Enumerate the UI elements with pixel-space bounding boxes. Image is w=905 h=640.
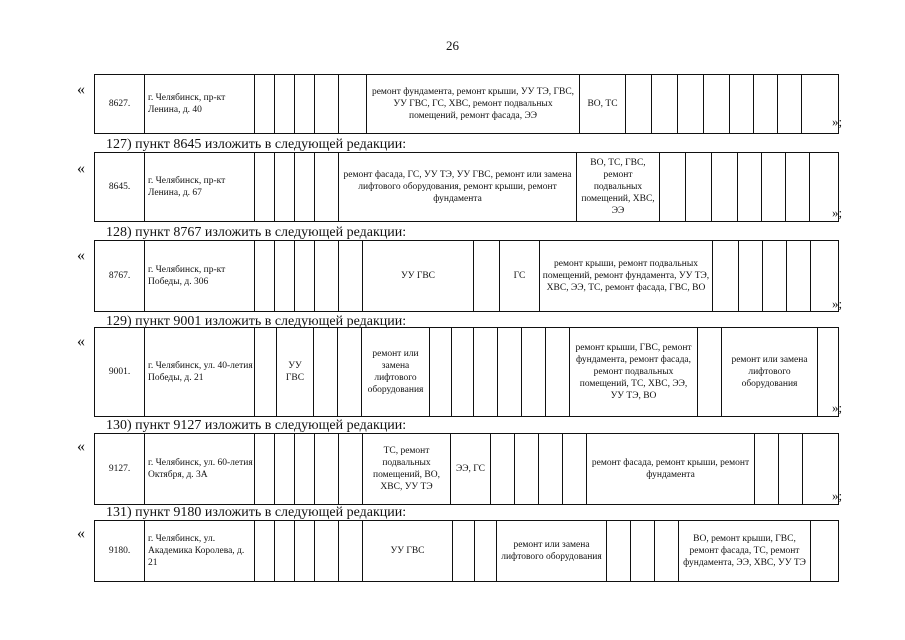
work-cell: УУ ГВС bbox=[362, 521, 452, 581]
empty-cell bbox=[625, 75, 651, 133]
empty-cell bbox=[337, 328, 361, 416]
work-cell: ремонт фасада, ГС, УУ ТЭ, УУ ГВС, ремонт или замена лифтового оборудования, ремонт крыши, ремонт фундамента bbox=[338, 153, 576, 221]
work-cell: ремонт фундамента, ремонт крыши, УУ ТЭ, ГВС, УУ ГВС, ГС, ХВС, ремонт подвальных помещений, ремонт фасада, ЭЭ bbox=[366, 75, 579, 133]
empty-cell bbox=[294, 521, 314, 581]
empty-cell bbox=[677, 75, 703, 133]
quote-open: « bbox=[77, 333, 85, 350]
section-heading: 130) пункт 9127 изложить в следующей редакции: bbox=[106, 418, 407, 433]
row-address: г. Челябинск, пр-кт Ленина, д. 67 bbox=[144, 153, 254, 221]
empty-cell bbox=[274, 75, 294, 133]
empty-cell bbox=[274, 153, 294, 221]
empty-cell bbox=[473, 241, 499, 311]
empty-cell bbox=[254, 153, 274, 221]
empty-cell bbox=[786, 241, 810, 311]
work-cell: ремонт крыши, ремонт подвальных помещений, ремонт фундамента, УУ ТЭ, ХВС, ЭЭ, ТС, ремонт фасада, ГВС, ВО bbox=[539, 241, 712, 311]
row-address: г. Челябинск, ул. Академика Королева, д. 21 bbox=[144, 521, 254, 581]
empty-cell bbox=[254, 434, 274, 504]
empty-cell bbox=[651, 75, 677, 133]
empty-cell bbox=[254, 75, 274, 133]
empty-cell bbox=[737, 153, 761, 221]
table-row bbox=[94, 240, 839, 312]
empty-cell bbox=[474, 521, 496, 581]
empty-cell bbox=[473, 328, 497, 416]
empty-cell bbox=[338, 75, 366, 133]
row-address: г. Челябинск, пр-кт Ленина, д. 40 bbox=[144, 75, 254, 133]
work-cell: ремонт крыши, ГВС, ремонт фундамента, ремонт фасада, ремонт подвальных помещений, ТС, ХВС, ЭЭ, УУ ТЭ, ВО bbox=[569, 328, 697, 416]
work-cell: ремонт или замена лифтового оборудования bbox=[361, 328, 429, 416]
empty-cell bbox=[429, 328, 451, 416]
quote-open: « bbox=[77, 438, 85, 455]
empty-cell bbox=[654, 521, 678, 581]
work-cell: ремонт или замена лифтового оборудования bbox=[496, 521, 606, 581]
work-cell: ВО, ремонт крыши, ГВС, ремонт фасада, ТС, ремонт фундамента, ЭЭ, ХВС, УУ ТЭ bbox=[678, 521, 810, 581]
empty-cell bbox=[761, 153, 785, 221]
empty-cell bbox=[314, 434, 338, 504]
empty-cell bbox=[294, 434, 314, 504]
section-heading: 128) пункт 8767 изложить в следующей редакции: bbox=[106, 225, 407, 240]
section-heading: 131) пункт 9180 изложить в следующей редакции: bbox=[106, 505, 407, 520]
row-number: 9001. bbox=[108, 367, 131, 377]
empty-cell bbox=[274, 241, 294, 311]
page-number: 26 bbox=[446, 38, 459, 53]
empty-cell bbox=[753, 75, 777, 133]
empty-cell bbox=[294, 241, 314, 311]
empty-cell bbox=[314, 521, 338, 581]
row-address: г. Челябинск, ул. 60-летия Октября, д. 3А bbox=[144, 434, 254, 504]
section-heading: 129) пункт 9001 изложить в следующей редакции: bbox=[106, 314, 407, 329]
empty-cell bbox=[254, 241, 274, 311]
quote-open: « bbox=[77, 160, 85, 177]
work-cell: ТС, ремонт подвальных помещений, ВО, ХВС, УУ ТЭ bbox=[362, 434, 450, 504]
empty-cell bbox=[810, 521, 838, 581]
empty-cell bbox=[703, 75, 729, 133]
quote-open: « bbox=[77, 81, 85, 98]
empty-cell bbox=[490, 434, 514, 504]
work-cell: УУ ГВС bbox=[362, 241, 473, 311]
empty-cell bbox=[729, 75, 753, 133]
empty-cell bbox=[785, 153, 809, 221]
empty-cell bbox=[314, 75, 338, 133]
row-number: 8645. bbox=[108, 182, 131, 192]
empty-cell bbox=[294, 75, 314, 133]
empty-cell bbox=[274, 434, 294, 504]
empty-cell bbox=[497, 328, 521, 416]
row-number: 9180. bbox=[108, 546, 131, 556]
table-row bbox=[94, 74, 839, 134]
table-row bbox=[94, 433, 839, 505]
empty-cell bbox=[685, 153, 711, 221]
row-address: г. Челябинск, пр-кт Победы, д. 306 bbox=[144, 241, 254, 311]
empty-cell bbox=[697, 328, 721, 416]
empty-cell bbox=[711, 153, 737, 221]
empty-cell bbox=[313, 328, 337, 416]
empty-cell bbox=[294, 153, 314, 221]
empty-cell bbox=[254, 521, 274, 581]
row-number: 8767. bbox=[108, 271, 131, 281]
quote-close: »; bbox=[832, 488, 843, 503]
empty-cell bbox=[314, 153, 338, 221]
empty-cell bbox=[762, 241, 786, 311]
row-number: 9127. bbox=[108, 464, 131, 474]
empty-cell bbox=[338, 241, 362, 311]
work-cell: ремонт или замена лифтового оборудования bbox=[721, 328, 817, 416]
quote-close: »; bbox=[832, 114, 843, 129]
quote-open: « bbox=[77, 247, 85, 264]
empty-cell bbox=[754, 434, 778, 504]
empty-cell bbox=[738, 241, 762, 311]
work-cell: ВО, ТС bbox=[579, 75, 625, 133]
empty-cell bbox=[630, 521, 654, 581]
empty-cell bbox=[514, 434, 538, 504]
table-row bbox=[94, 520, 839, 582]
empty-cell bbox=[562, 434, 586, 504]
empty-cell bbox=[606, 521, 630, 581]
row-number: 8627. bbox=[108, 99, 131, 109]
empty-cell bbox=[274, 521, 294, 581]
empty-cell bbox=[712, 241, 738, 311]
empty-cell bbox=[778, 434, 802, 504]
empty-cell bbox=[338, 434, 362, 504]
empty-cell bbox=[521, 328, 545, 416]
table-row bbox=[94, 152, 839, 222]
quote-close: »; bbox=[832, 205, 843, 220]
empty-cell bbox=[254, 328, 276, 416]
row-address: г. Челябинск, ул. 40-летия Победы, д. 21 bbox=[144, 328, 254, 416]
work-cell: ГС bbox=[499, 241, 539, 311]
empty-cell bbox=[338, 521, 362, 581]
quote-close: »; bbox=[832, 296, 843, 311]
empty-cell bbox=[777, 75, 801, 133]
empty-cell bbox=[451, 328, 473, 416]
empty-cell bbox=[538, 434, 562, 504]
work-cell: ремонт фасада, ремонт крыши, ремонт фундамента bbox=[586, 434, 754, 504]
work-cell: ВО, ТС, ГВС, ремонт подвальных помещений, ХВС, ЭЭ bbox=[576, 153, 659, 221]
empty-cell bbox=[452, 521, 474, 581]
work-cell: УУ ГВС bbox=[276, 328, 313, 416]
table-row bbox=[94, 327, 839, 417]
quote-close: »; bbox=[832, 400, 843, 415]
empty-cell bbox=[314, 241, 338, 311]
empty-cell bbox=[659, 153, 685, 221]
section-heading: 127) пункт 8645 изложить в следующей редакции: bbox=[106, 137, 407, 152]
work-cell: ЭЭ, ГС bbox=[450, 434, 490, 504]
quote-open: « bbox=[77, 525, 85, 542]
empty-cell bbox=[545, 328, 569, 416]
